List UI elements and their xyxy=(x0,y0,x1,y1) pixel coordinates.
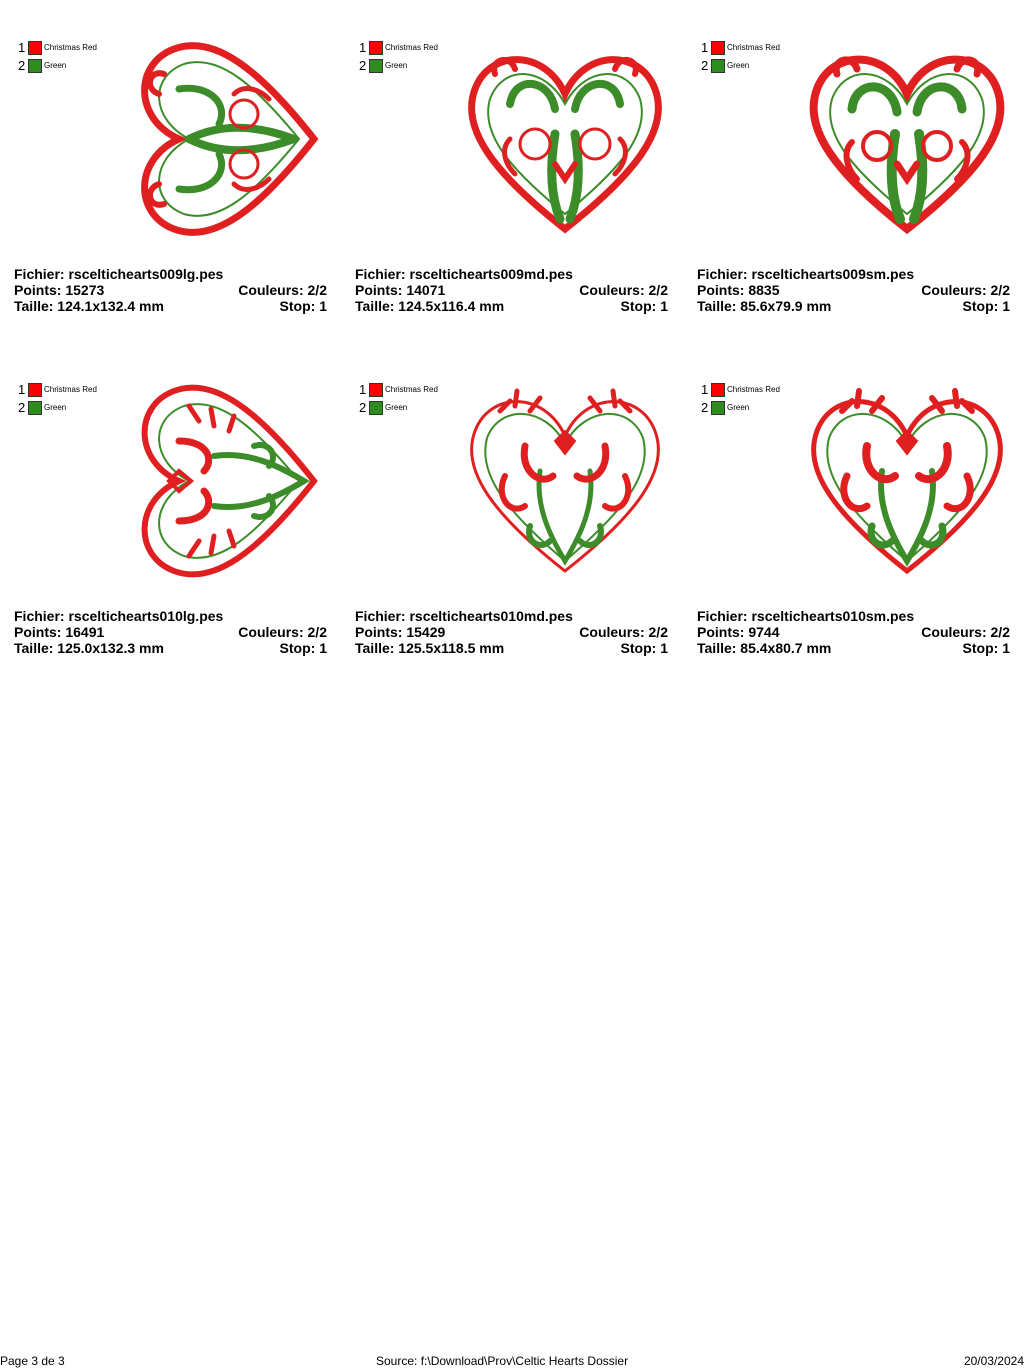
file-name: Fichier: rsceltichearts009lg.pes xyxy=(14,266,224,282)
legend-number: 2 xyxy=(701,400,709,415)
legend-number: 2 xyxy=(359,58,367,73)
red-swatch xyxy=(711,383,725,397)
file-name: Fichier: rsceltichearts009md.pes xyxy=(355,266,573,282)
color-count: Couleurs: 2/2 xyxy=(579,282,668,298)
design-size: Taille: 85.4x80.7 mm xyxy=(697,640,832,656)
red-swatch xyxy=(369,41,383,55)
red-swatch xyxy=(369,383,383,397)
legend-color-name: Christmas Red xyxy=(727,43,780,52)
file-name: Fichier: rsceltichearts010lg.pes xyxy=(14,608,224,624)
design-size: Taille: 85.6x79.9 mm xyxy=(697,298,832,314)
legend-color-name: Green xyxy=(44,403,67,412)
legend-number: 1 xyxy=(359,40,367,55)
file-name: Fichier: rsceltichearts010md.pes xyxy=(355,608,573,624)
stop-count: Stop: 1 xyxy=(279,298,327,314)
legend-color-name: Christmas Red xyxy=(385,385,438,394)
file-name: Fichier: rsceltichearts009sm.pes xyxy=(697,266,915,282)
legend-color-name: Green xyxy=(385,61,408,70)
stop-count: Stop: 1 xyxy=(962,298,1010,314)
design-card-6 xyxy=(697,356,1017,656)
color-count: Couleurs: 2/2 xyxy=(238,624,327,640)
stitch-points: Points: 14071 xyxy=(355,282,446,298)
green-swatch xyxy=(369,59,383,73)
legend-color-name: Christmas Red xyxy=(727,385,780,394)
design-info xyxy=(355,266,668,314)
green-swatch xyxy=(711,59,725,73)
legend-number: 1 xyxy=(359,382,367,397)
legend-color-name: Green xyxy=(727,403,750,412)
green-swatch xyxy=(28,59,42,73)
embroidery-preview-rotated-heart xyxy=(114,34,334,244)
stop-count: Stop: 1 xyxy=(620,640,668,656)
green-swatch xyxy=(28,401,42,415)
legend-color-name: Green xyxy=(44,61,67,70)
design-info xyxy=(697,266,1010,314)
stitch-points: Points: 16491 xyxy=(14,624,105,640)
legend-number: 1 xyxy=(701,40,709,55)
file-name: Fichier: rsceltichearts010sm.pes xyxy=(697,608,915,624)
legend-color-name: Christmas Red xyxy=(44,43,97,52)
stitch-points: Points: 8835 xyxy=(697,282,780,298)
embroidery-preview-heart xyxy=(455,376,675,586)
legend-color-name: Green xyxy=(385,403,408,412)
design-size: Taille: 124.1x132.4 mm xyxy=(14,298,164,314)
design-info xyxy=(355,608,668,656)
legend-color-name: Christmas Red xyxy=(44,385,97,394)
design-info xyxy=(697,608,1010,656)
embroidery-preview-heart xyxy=(455,34,675,244)
red-swatch xyxy=(28,41,42,55)
embroidery-preview-heart xyxy=(797,34,1017,244)
design-card-4 xyxy=(14,356,334,656)
red-swatch xyxy=(28,383,42,397)
design-card-2 xyxy=(355,14,675,314)
embroidery-preview-heart xyxy=(797,376,1017,586)
legend-color-name: Green xyxy=(727,61,750,70)
design-card-3 xyxy=(697,14,1017,314)
color-count: Couleurs: 2/2 xyxy=(579,624,668,640)
legend-color-name: Christmas Red xyxy=(385,43,438,52)
design-size: Taille: 125.5x118.5 mm xyxy=(355,640,505,656)
page-number: Page 3 de 3 xyxy=(0,1354,65,1368)
design-info xyxy=(14,608,327,656)
legend-number: 1 xyxy=(18,40,26,55)
red-swatch xyxy=(711,41,725,55)
color-count: Couleurs: 2/2 xyxy=(921,624,1010,640)
green-swatch xyxy=(711,401,725,415)
embroidery-preview-rotated-heart xyxy=(114,376,334,586)
design-size: Taille: 124.5x116.4 mm xyxy=(355,298,505,314)
legend-number: 2 xyxy=(359,400,367,415)
design-card-1 xyxy=(14,14,334,314)
design-info xyxy=(14,266,327,314)
green-swatch xyxy=(369,401,383,415)
stitch-points: Points: 9744 xyxy=(697,624,780,640)
source-path: Source: f:\Download\Prov\Celtic Hearts Dossier xyxy=(376,1354,629,1368)
design-card-5 xyxy=(355,356,675,656)
legend-number: 1 xyxy=(701,382,709,397)
stop-count: Stop: 1 xyxy=(620,298,668,314)
print-date: 20/03/2024 xyxy=(963,1354,1024,1368)
legend-number: 2 xyxy=(701,58,709,73)
legend-number: 2 xyxy=(18,58,26,73)
legend-number: 1 xyxy=(18,382,26,397)
design-size: Taille: 125.0x132.3 mm xyxy=(14,640,164,656)
color-count: Couleurs: 2/2 xyxy=(921,282,1010,298)
color-count: Couleurs: 2/2 xyxy=(238,282,327,298)
stitch-points: Points: 15273 xyxy=(14,282,105,298)
stop-count: Stop: 1 xyxy=(962,640,1010,656)
stitch-points: Points: 15429 xyxy=(355,624,446,640)
stop-count: Stop: 1 xyxy=(279,640,327,656)
legend-number: 2 xyxy=(18,400,26,415)
